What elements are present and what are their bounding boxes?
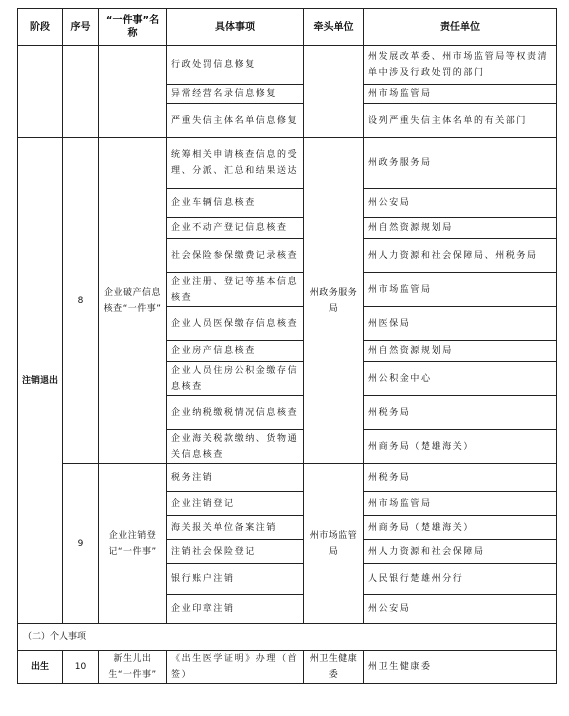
matter-name-cell: 企业破产信息核查“一件事” xyxy=(99,138,167,464)
no-cell: 9 xyxy=(63,464,99,624)
name-cell-empty xyxy=(99,46,167,138)
item-cell: 税务注销 xyxy=(167,464,304,492)
item-cell: 企业纳税缴税情况信息核查 xyxy=(167,396,304,430)
section-title: （二）个人事项 xyxy=(18,624,557,651)
header-resp-unit: 责任单位 xyxy=(364,9,557,46)
item-cell: 统筹相关申请核查信息的受理、分派、汇总和结果送达 xyxy=(167,138,304,189)
item-cell: 注销社会保险登记 xyxy=(167,540,304,564)
item-cell: 企业人员医保缴存信息核查 xyxy=(167,307,304,341)
no-cell: 10 xyxy=(63,651,99,684)
resp-cell: 州商务局（楚雄海关） xyxy=(364,516,557,540)
item-cell: 严重失信主体名单信息修复 xyxy=(167,104,304,138)
resp-cell: 人民银行楚雄州分行 xyxy=(364,564,557,595)
header-item: 具体事项 xyxy=(167,9,304,46)
header-matter-name: “一件事”名称 xyxy=(99,9,167,46)
lead-cell-empty xyxy=(304,46,364,138)
table-row xyxy=(18,138,557,189)
item-cell: 企业人员住房公积金缴存信息核查 xyxy=(167,362,304,396)
header-lead-unit: 牵头单位 xyxy=(304,9,364,46)
table-row xyxy=(18,46,557,85)
item-cell: 企业注销登记 xyxy=(167,492,304,516)
matter-name-cell: 企业注销登记“一件事” xyxy=(99,464,167,624)
resp-cell: 州政务服务局 xyxy=(364,138,557,189)
resp-cell: 州发展改革委、州市场监管局等权责清单中涉及行政处罚的部门 xyxy=(364,46,557,85)
resp-cell: 州人力资源和社会保障局、州税务局 xyxy=(364,239,557,273)
resp-cell: 州卫生健康委 xyxy=(364,651,557,684)
resp-cell: 州税务局 xyxy=(364,464,557,492)
table-row xyxy=(18,464,557,492)
item-cell: 《出生医学证明》办理（首签） xyxy=(167,651,304,684)
item-cell: 企业注册、登记等基本信息核查 xyxy=(167,273,304,307)
resp-cell: 州自然资源规划局 xyxy=(364,341,557,362)
item-cell: 社会保险参保缴费记录核查 xyxy=(167,239,304,273)
resp-cell: 州医保局 xyxy=(364,307,557,341)
item-cell: 银行账户注销 xyxy=(167,564,304,595)
stage-cell: 出生 xyxy=(18,651,63,684)
resp-cell: 州人力资源和社会保障局 xyxy=(364,540,557,564)
item-cell: 企业房产信息核查 xyxy=(167,341,304,362)
lead-unit-cell: 州市场监管局 xyxy=(304,464,364,624)
resp-cell: 设列严重失信主体名单的有关部门 xyxy=(364,104,557,138)
header-stage: 阶段 xyxy=(18,9,63,46)
item-cell: 企业不动产登记信息核查 xyxy=(167,218,304,239)
resp-cell: 州公安局 xyxy=(364,189,557,218)
lead-unit-cell: 州政务服务局 xyxy=(304,138,364,464)
resp-cell: 州市场监管局 xyxy=(364,273,557,307)
resp-cell: 州市场监管局 xyxy=(364,85,557,104)
header-no: 序号 xyxy=(63,9,99,46)
resp-cell: 州市场监管局 xyxy=(364,492,557,516)
item-cell: 行政处罚信息修复 xyxy=(167,46,304,85)
resp-cell: 州税务局 xyxy=(364,396,557,430)
stage-cell: 注销退出 xyxy=(18,138,63,624)
no-cell-empty xyxy=(63,46,99,138)
lead-unit-cell: 州卫生健康委 xyxy=(304,651,364,684)
resp-cell: 州自然资源规划局 xyxy=(364,218,557,239)
resp-cell: 州公积金中心 xyxy=(364,362,557,396)
header-row xyxy=(18,9,557,46)
item-cell: 企业车辆信息核查 xyxy=(167,189,304,218)
no-cell: 8 xyxy=(63,138,99,464)
item-cell: 企业海关税款缴纳、货物通关信息核查 xyxy=(167,430,304,464)
stage-cell-empty xyxy=(18,46,63,138)
matters-table xyxy=(17,8,557,684)
item-cell: 企业印章注销 xyxy=(167,595,304,624)
item-cell: 海关报关单位备案注销 xyxy=(167,516,304,540)
resp-cell: 州公安局 xyxy=(364,595,557,624)
item-cell: 异常经营名录信息修复 xyxy=(167,85,304,104)
resp-cell: 州商务局（楚雄海关） xyxy=(364,430,557,464)
table-row xyxy=(18,651,557,684)
section-row xyxy=(18,624,557,651)
matter-name-cell: 新生儿出生“一件事” xyxy=(99,651,167,684)
